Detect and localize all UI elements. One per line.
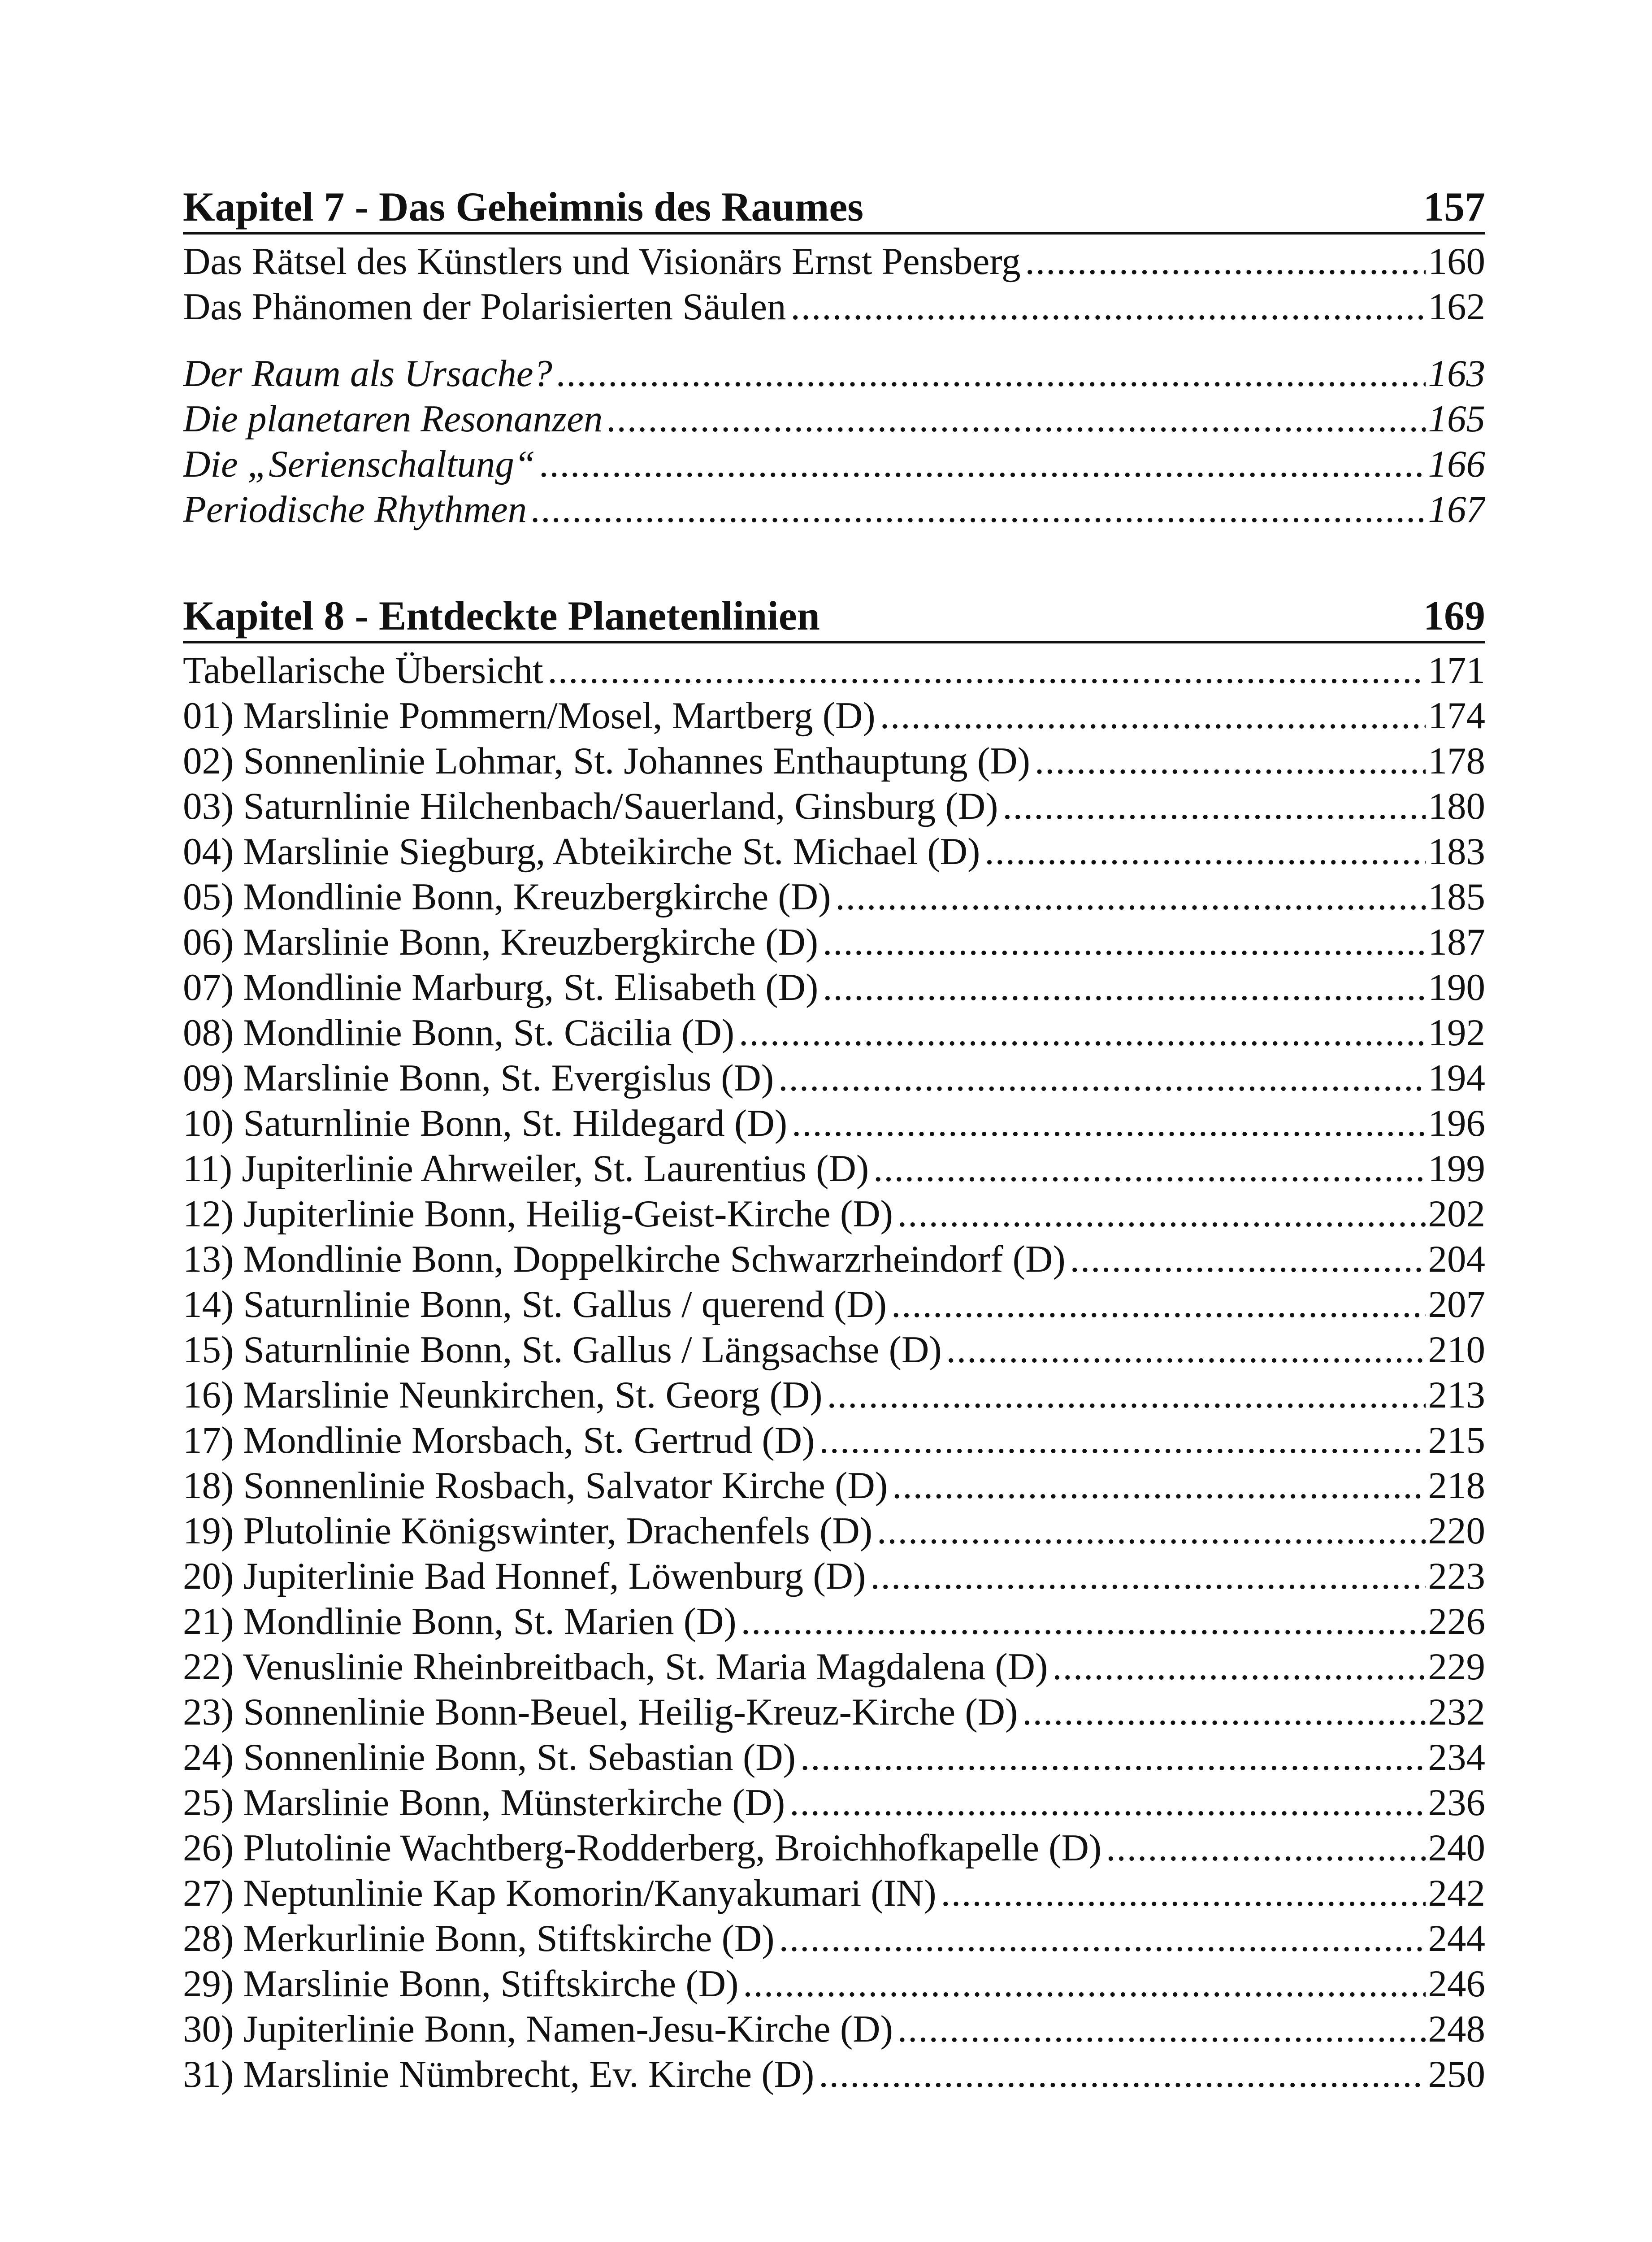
dot-leader bbox=[1106, 1825, 1425, 1871]
entry-page: 163 bbox=[1428, 352, 1485, 395]
toc-entry bbox=[183, 739, 1485, 784]
entry-title: 28) Merkurlinie Bonn, Stiftskirche (D) bbox=[183, 1917, 775, 1960]
toc-entry bbox=[183, 2007, 1485, 2052]
dot-leader bbox=[1022, 1690, 1425, 1735]
toc-entry bbox=[183, 239, 1485, 284]
entry-title: 06) Marslinie Bonn, Kreuzbergkirche (D) bbox=[183, 921, 819, 963]
dot-leader bbox=[531, 487, 1425, 532]
entry-title: 24) Sonnenlinie Bonn, St. Sebastian (D) bbox=[183, 1736, 796, 1778]
entry-title: 27) Neptunlinie Kap Komorin/Kanyakumari (IN) bbox=[183, 1872, 937, 1914]
entry-title: 10) Saturnlinie Bonn, St. Hildegard (D) bbox=[183, 1102, 788, 1144]
toc-entry bbox=[183, 1191, 1485, 1237]
entry-title: 01) Marslinie Pommern/Mosel, Martberg (D) bbox=[183, 695, 876, 737]
entry-page: 199 bbox=[1428, 1147, 1485, 1190]
dot-leader bbox=[1035, 739, 1426, 784]
entry-title: 07) Mondlinie Marburg, St. Elisabeth (D) bbox=[183, 966, 819, 1008]
dot-leader bbox=[607, 396, 1425, 442]
dot-leader bbox=[898, 1191, 1426, 1237]
entry-title: Das Rätsel des Künstlers und Visionärs Ernst Pensberg bbox=[183, 240, 1021, 282]
chapter-title: Kapitel 7 - Das Geheimnis des Raumes bbox=[183, 184, 863, 230]
toc-entry bbox=[183, 648, 1485, 693]
toc-entry bbox=[183, 784, 1485, 829]
entry-page: 166 bbox=[1428, 443, 1485, 485]
dot-leader bbox=[898, 2007, 1426, 2052]
entry-page: 165 bbox=[1428, 398, 1485, 440]
dot-leader bbox=[870, 1554, 1425, 1599]
toc-entry bbox=[183, 1282, 1485, 1327]
toc-entry bbox=[183, 965, 1485, 1010]
entry-title: 20) Jupiterlinie Bad Honnef, Löwenburg (D) bbox=[183, 1555, 866, 1597]
entry-page: 171 bbox=[1428, 649, 1485, 691]
entry-page: 167 bbox=[1428, 488, 1485, 530]
entry-title: 03) Saturnlinie Hilchenbach/Sauerland, Ginsburg (D) bbox=[183, 785, 998, 827]
entry-page: 226 bbox=[1428, 1600, 1485, 1642]
dot-leader bbox=[892, 1463, 1425, 1508]
toc-entry bbox=[183, 1373, 1485, 1418]
spacer bbox=[183, 330, 1485, 351]
chapter-8-entries bbox=[183, 648, 1485, 2097]
toc-entry bbox=[183, 1237, 1485, 1282]
toc-entry bbox=[183, 874, 1485, 920]
entry-page: 202 bbox=[1428, 1193, 1485, 1235]
spacer bbox=[183, 532, 1485, 591]
entry-title: 08) Mondlinie Bonn, St. Cäcilia (D) bbox=[183, 1012, 735, 1054]
dot-leader bbox=[791, 284, 1426, 330]
entry-page: 174 bbox=[1428, 695, 1485, 737]
entry-page: 178 bbox=[1428, 740, 1485, 782]
entry-page: 162 bbox=[1428, 286, 1485, 328]
toc-entry bbox=[183, 1735, 1485, 1780]
entry-page: 218 bbox=[1428, 1464, 1485, 1507]
entry-title: 12) Jupiterlinie Bonn, Heilig-Geist-Kirche (D) bbox=[183, 1193, 893, 1235]
entry-title: 25) Marslinie Bonn, Münsterkirche (D) bbox=[183, 1781, 785, 1824]
dot-leader bbox=[891, 1282, 1426, 1327]
entry-page: 192 bbox=[1428, 1012, 1485, 1054]
entry-page: 240 bbox=[1428, 1827, 1485, 1869]
dot-leader bbox=[819, 2052, 1425, 2097]
toc-subentry bbox=[183, 396, 1485, 442]
dot-leader bbox=[1002, 784, 1425, 829]
toc-entry bbox=[183, 2052, 1485, 2097]
entry-page: 250 bbox=[1428, 2053, 1485, 2095]
entry-title: 02) Sonnenlinie Lohmar, St. Johannes Enthauptung (D) bbox=[183, 740, 1030, 782]
entry-page: 207 bbox=[1428, 1283, 1485, 1325]
toc-entry bbox=[183, 1644, 1485, 1690]
entry-page: 248 bbox=[1428, 2008, 1485, 2050]
entry-page: 210 bbox=[1428, 1329, 1485, 1371]
entry-title: Periodische Rhythmen bbox=[183, 488, 527, 530]
chapter-7-heading bbox=[183, 182, 1485, 235]
entry-title: 22) Venuslinie Rheinbreitbach, St. Maria Magdalena (D) bbox=[183, 1646, 1048, 1688]
dot-leader bbox=[823, 920, 1425, 965]
chapter-page-number: 157 bbox=[1423, 184, 1485, 230]
entry-page: 232 bbox=[1428, 1691, 1485, 1733]
dot-leader bbox=[835, 874, 1425, 920]
dot-leader bbox=[941, 1871, 1426, 1916]
toc-entry bbox=[183, 1825, 1485, 1871]
toc-page bbox=[183, 182, 1485, 2097]
toc-entry bbox=[183, 1961, 1485, 2007]
entry-title: 21) Mondlinie Bonn, St. Marien (D) bbox=[183, 1600, 737, 1642]
chapter-8-heading bbox=[183, 591, 1485, 643]
dot-leader bbox=[540, 442, 1425, 487]
entry-title: Der Raum als Ursache? bbox=[183, 352, 552, 395]
toc-entry bbox=[183, 829, 1485, 874]
entry-title: Das Phänomen der Polarisierten Säulen bbox=[183, 286, 786, 328]
entry-title: 31) Marslinie Nümbrecht, Ev. Kirche (D) bbox=[183, 2053, 815, 2095]
entry-page: 215 bbox=[1428, 1419, 1485, 1461]
entry-page: 223 bbox=[1428, 1555, 1485, 1597]
toc-subentry bbox=[183, 487, 1485, 532]
dot-leader bbox=[739, 1010, 1425, 1056]
toc-entry bbox=[183, 1916, 1485, 1961]
dot-leader bbox=[548, 648, 1426, 693]
dot-leader bbox=[557, 351, 1426, 396]
entry-page: 220 bbox=[1428, 1510, 1485, 1552]
entry-page: 242 bbox=[1428, 1872, 1485, 1914]
entry-page: 183 bbox=[1428, 830, 1485, 873]
chapter-7-entries bbox=[183, 239, 1485, 330]
entry-page: 160 bbox=[1428, 240, 1485, 282]
entry-page: 180 bbox=[1428, 785, 1485, 827]
entry-title: Die „Serienschaltung“ bbox=[183, 443, 536, 485]
entry-page: 244 bbox=[1428, 1917, 1485, 1960]
toc-entry bbox=[183, 1871, 1485, 1916]
entry-title: 04) Marslinie Siegburg, Abteikirche St. Michael (D) bbox=[183, 830, 980, 873]
toc-entry bbox=[183, 1010, 1485, 1056]
toc-entry bbox=[183, 1101, 1485, 1146]
toc-entry bbox=[183, 1554, 1485, 1599]
dot-leader bbox=[778, 1056, 1425, 1101]
entry-page: 213 bbox=[1428, 1374, 1485, 1416]
entry-page: 229 bbox=[1428, 1646, 1485, 1688]
entry-title: Tabellarische Übersicht bbox=[183, 649, 543, 691]
entry-title: 05) Mondlinie Bonn, Kreuzbergkirche (D) bbox=[183, 876, 831, 918]
dot-leader bbox=[743, 1961, 1425, 2007]
dot-leader bbox=[827, 1373, 1426, 1418]
entry-page: 234 bbox=[1428, 1736, 1485, 1778]
entry-title: 30) Jupiterlinie Bonn, Namen-Jesu-Kirche (D) bbox=[183, 2008, 893, 2050]
toc-entry bbox=[183, 1463, 1485, 1508]
toc-entry bbox=[183, 1056, 1485, 1101]
entry-page: 185 bbox=[1428, 876, 1485, 918]
dot-leader bbox=[789, 1780, 1425, 1825]
dot-leader bbox=[800, 1735, 1426, 1780]
entry-title: 19) Plutolinie Königswinter, Drachenfels (D) bbox=[183, 1510, 873, 1552]
toc-entry bbox=[183, 1690, 1485, 1735]
entry-page: 246 bbox=[1428, 1963, 1485, 2005]
entry-title: 18) Sonnenlinie Rosbach, Salvator Kirche (D) bbox=[183, 1464, 888, 1507]
entry-title: 11) Jupiterlinie Ahrweiler, St. Laurentius (D) bbox=[183, 1147, 869, 1190]
chapter-page-number: 169 bbox=[1423, 593, 1485, 639]
toc-entry bbox=[183, 1146, 1485, 1191]
entry-title: Die planetaren Resonanzen bbox=[183, 398, 603, 440]
entry-title: 14) Saturnlinie Bonn, St. Gallus / querend (D) bbox=[183, 1283, 887, 1325]
toc-entry bbox=[183, 1418, 1485, 1463]
toc-entry bbox=[183, 1327, 1485, 1373]
entry-title: 29) Marslinie Bonn, Stiftskirche (D) bbox=[183, 1963, 739, 2005]
dot-leader bbox=[741, 1599, 1426, 1644]
toc-entry bbox=[183, 920, 1485, 965]
entry-title: 23) Sonnenlinie Bonn-Beuel, Heilig-Kreuz-Kirche (D) bbox=[183, 1691, 1018, 1733]
toc-entry bbox=[183, 284, 1485, 330]
chapter-title: Kapitel 8 - Entdeckte Planetenlinien bbox=[183, 593, 820, 639]
entry-page: 190 bbox=[1428, 966, 1485, 1008]
entry-page: 194 bbox=[1428, 1057, 1485, 1099]
toc-entry bbox=[183, 1599, 1485, 1644]
dot-leader bbox=[1025, 239, 1426, 284]
entry-page: 236 bbox=[1428, 1781, 1485, 1824]
toc-subentry bbox=[183, 351, 1485, 396]
dot-leader bbox=[984, 829, 1425, 874]
toc-entry bbox=[183, 1508, 1485, 1554]
dot-leader bbox=[873, 1146, 1425, 1191]
entry-page: 196 bbox=[1428, 1102, 1485, 1144]
entry-page: 187 bbox=[1428, 921, 1485, 963]
entry-title: 13) Mondlinie Bonn, Doppelkirche Schwarzrheindorf (D) bbox=[183, 1238, 1066, 1280]
entry-title: 16) Marslinie Neunkirchen, St. Georg (D) bbox=[183, 1374, 823, 1416]
dot-leader bbox=[1070, 1237, 1426, 1282]
toc-entry bbox=[183, 693, 1485, 739]
entry-title: 15) Saturnlinie Bonn, St. Gallus / Längsachse (D) bbox=[183, 1329, 942, 1371]
toc-subentry bbox=[183, 442, 1485, 487]
dot-leader bbox=[946, 1327, 1426, 1373]
entry-title: 09) Marslinie Bonn, St. Evergislus (D) bbox=[183, 1057, 774, 1099]
entry-title: 26) Plutolinie Wachtberg-Rodderberg, Broichhofkapelle (D) bbox=[183, 1827, 1102, 1869]
entry-page: 204 bbox=[1428, 1238, 1485, 1280]
dot-leader bbox=[792, 1101, 1425, 1146]
dot-leader bbox=[819, 1418, 1425, 1463]
dot-leader bbox=[1052, 1644, 1425, 1690]
dot-leader bbox=[877, 1508, 1425, 1554]
toc-entry bbox=[183, 1780, 1485, 1825]
entry-title: 17) Mondlinie Morsbach, St. Gertrud (D) bbox=[183, 1419, 815, 1461]
dot-leader bbox=[823, 965, 1425, 1010]
chapter-7-subentries bbox=[183, 351, 1485, 532]
dot-leader bbox=[779, 1916, 1426, 1961]
dot-leader bbox=[880, 693, 1426, 739]
